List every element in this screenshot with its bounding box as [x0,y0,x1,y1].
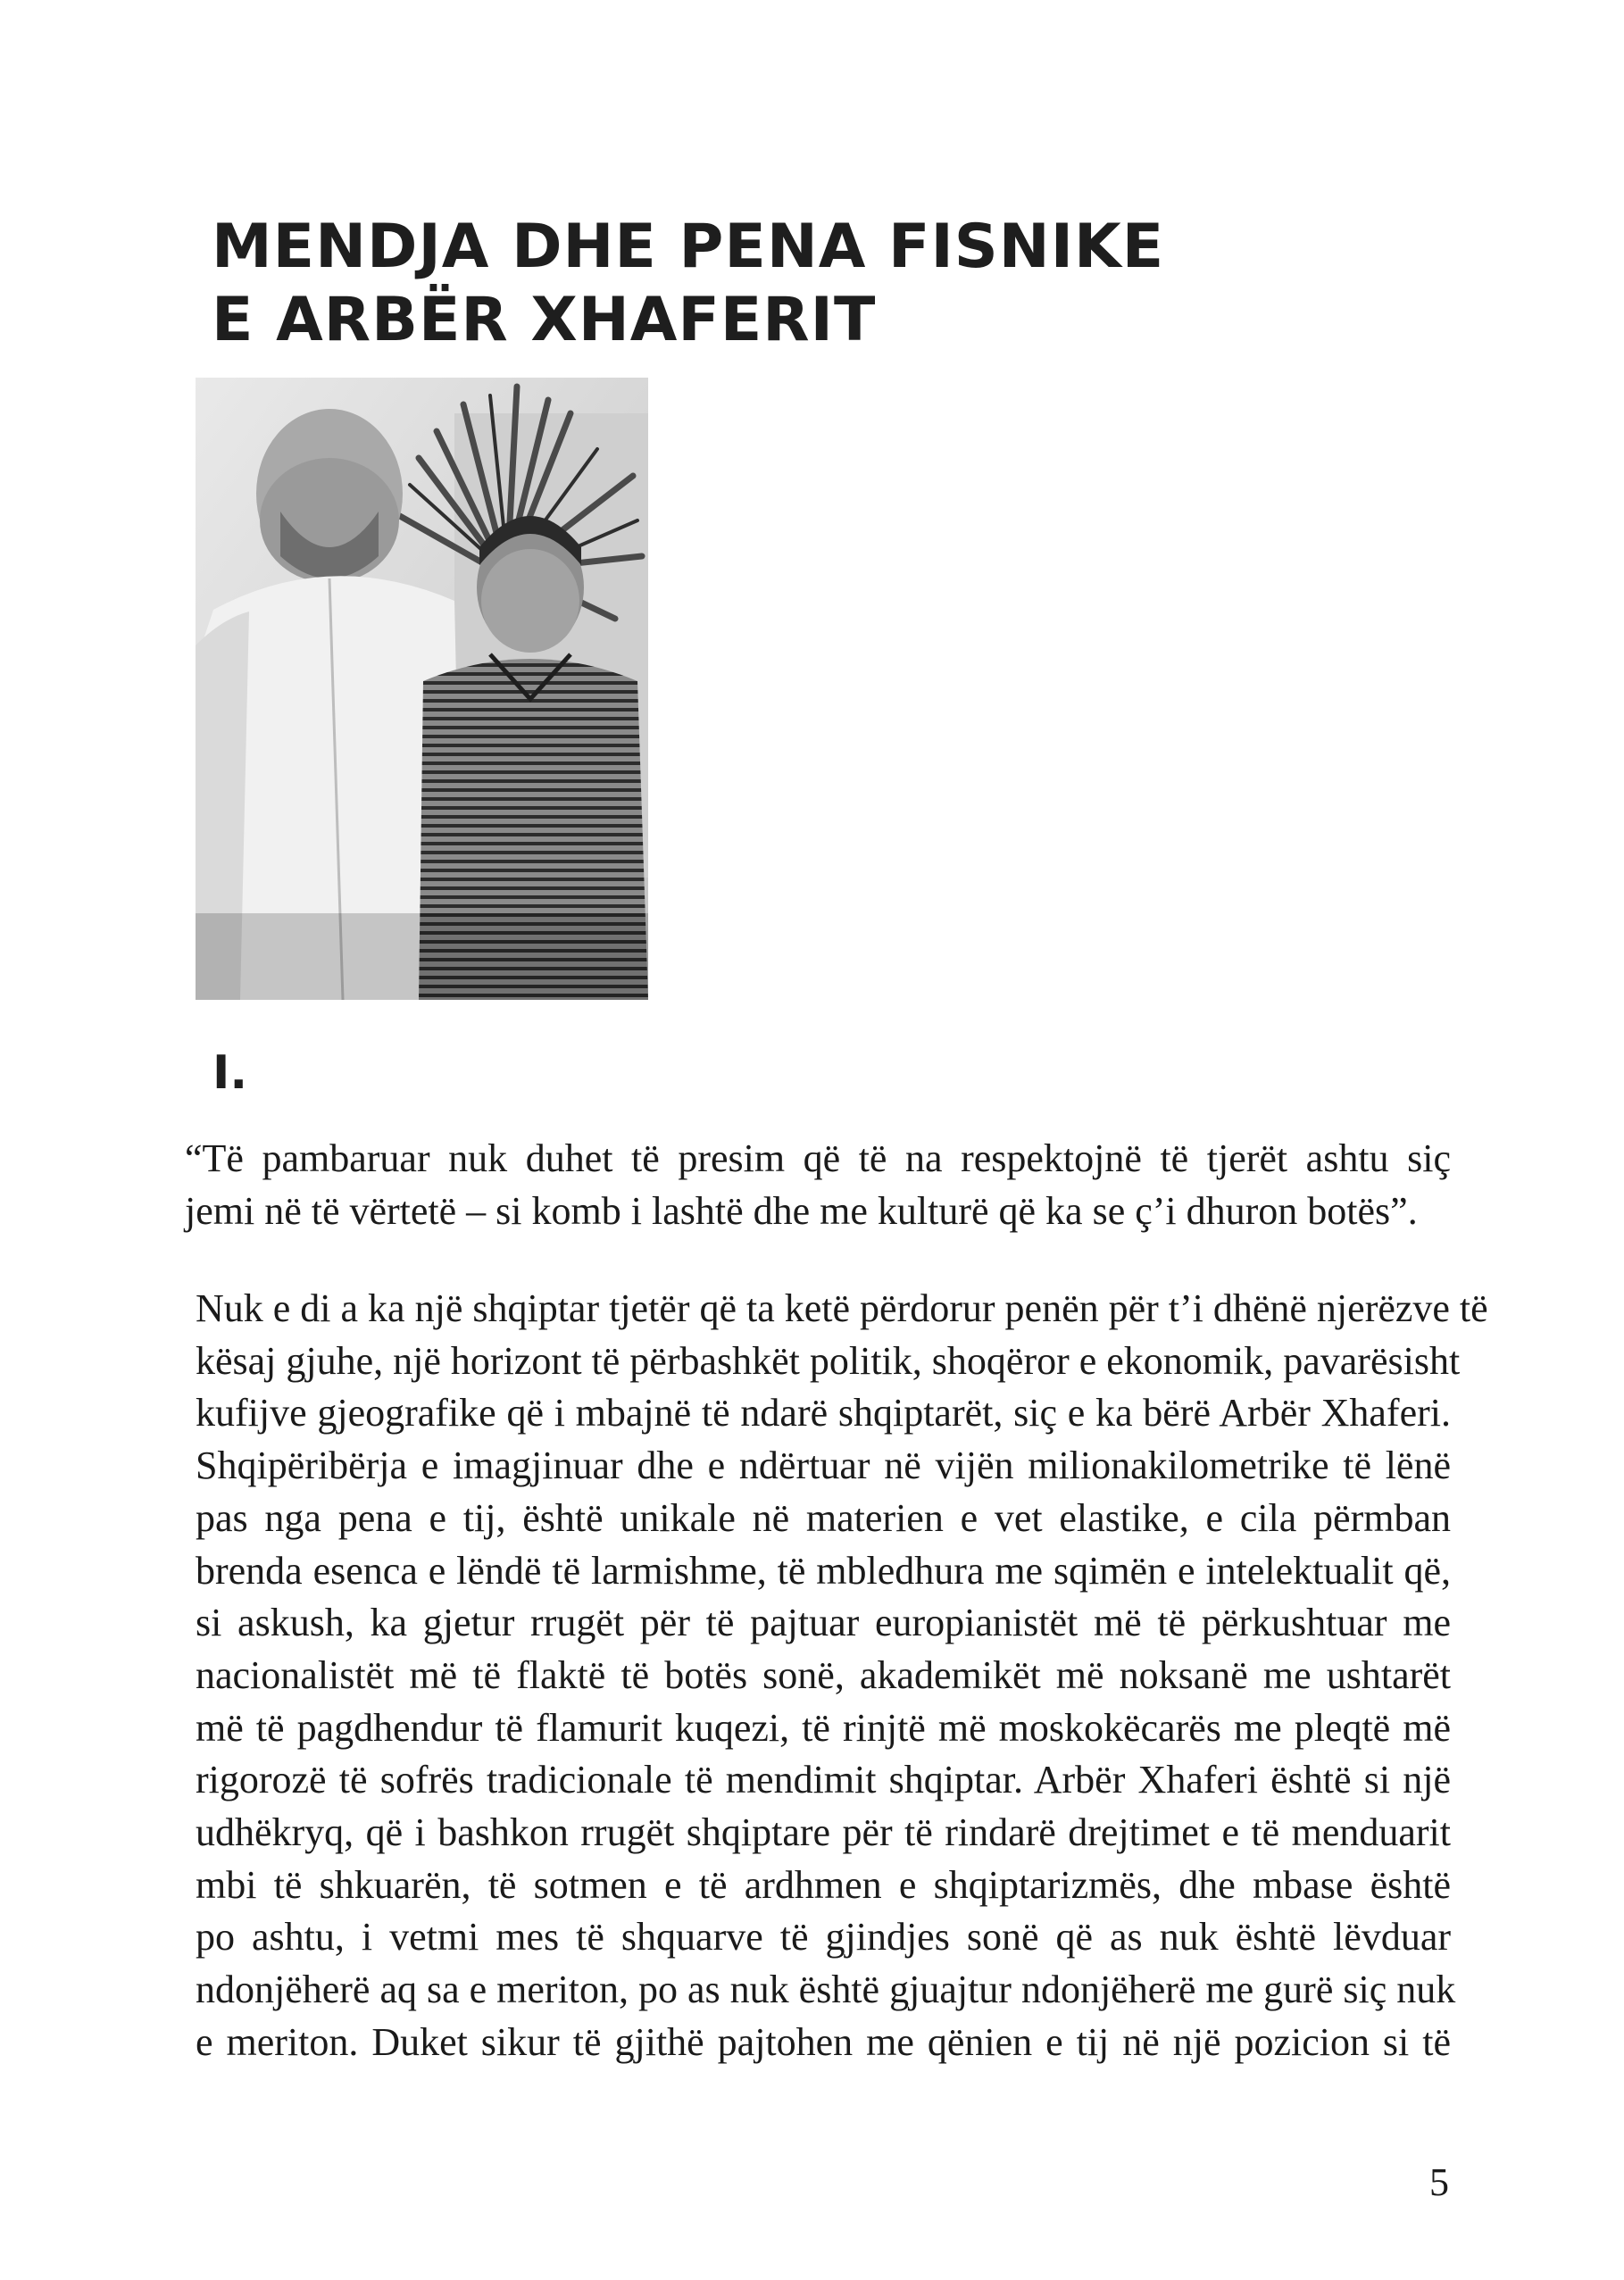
body-line: brenda esenca e lëndë të larmishme, të mbledhura me sqimën e intelektualit që, [196,1548,1451,1593]
body-line: rigorozë të sofrës tradicionale të mendimit shqiptar. Arbër Xhaferi është si një [196,1758,1451,1802]
body-line: pas nga pena e tij, është unikale në materien e vet elastike, e cila përmban [196,1495,1451,1540]
section-number: I. [212,1046,248,1100]
body-line: më të pagdhendur të flamurit kuqezi, të rinjtë më moskokëcarës me pleqtë më [196,1705,1451,1750]
quote-paragraph [185,1132,1451,1237]
body-line: ndonjëherë aq sa e meriton, po as nuk është gjuajtur ndonjëherë me gurë siç nuk [196,1968,1456,2012]
quote-line: “Të pambaruar nuk duhet të presim që të na respektojnë të tjerët ashtu siç [185,1136,1451,1180]
chapter-title-line-2: E ARBËR XHAFERIT [212,285,877,355]
body-line: Nuk e di a ka një shqiptar tjetër që ta ketë përdorur penën për t’i dhënë njerëzve të [196,1286,1488,1330]
quote-line: jemi në të vërtetë – si komb i lashtë dhe me kulturë që ka se ç’i dhuron botës”. [185,1189,1418,1233]
body-line: nacionalistët më të flaktë të botës sonë, akademikët më noksanë me ushtarët [196,1652,1451,1697]
page-number: 5 [1429,2160,1449,2204]
chapter-title-line-1: MENDJA DHE PENA FISNIKE [212,212,1165,282]
body-line: si askush, ka gjetur rrugët për të pajtuar europianistët më të përkushtuar me [196,1601,1451,1645]
body-line: mbi të shkuarën, të sotmen e të ardhmen e shqiptarizmës, dhe mbase është [196,1862,1451,1907]
body-line: po ashtu, i vetmi mes të shquarve të gjindjes sonë që as nuk është lëvduar [196,1915,1451,1960]
body-line: e meriton. Duket sikur të gjithë pajtohen me qënien e tij në një pozicion si të [196,2019,1451,2064]
chapter-title [212,211,1283,357]
body-line: kufijve gjeografike që i mbajnë të ndarë shqiptarët, siç e ka bërë Arbër Xhaferi. [196,1391,1451,1435]
body-line: udhëkryq, që i bashkon rrugët shqiptare për të rindarë drejtimet e të menduarit [196,1810,1451,1855]
body-line: Shqipëribërja e imagjinuar dhe e ndërtuar në vijën milionakilometrike të lënë [196,1444,1451,1488]
body-line: kësaj gjuhe, një horizont të përbashkët politik, shoqëror e ekonomik, pavarësisht [196,1338,1461,1383]
photo-two-men-icon [196,378,648,1000]
body-paragraph [196,1283,1488,2069]
